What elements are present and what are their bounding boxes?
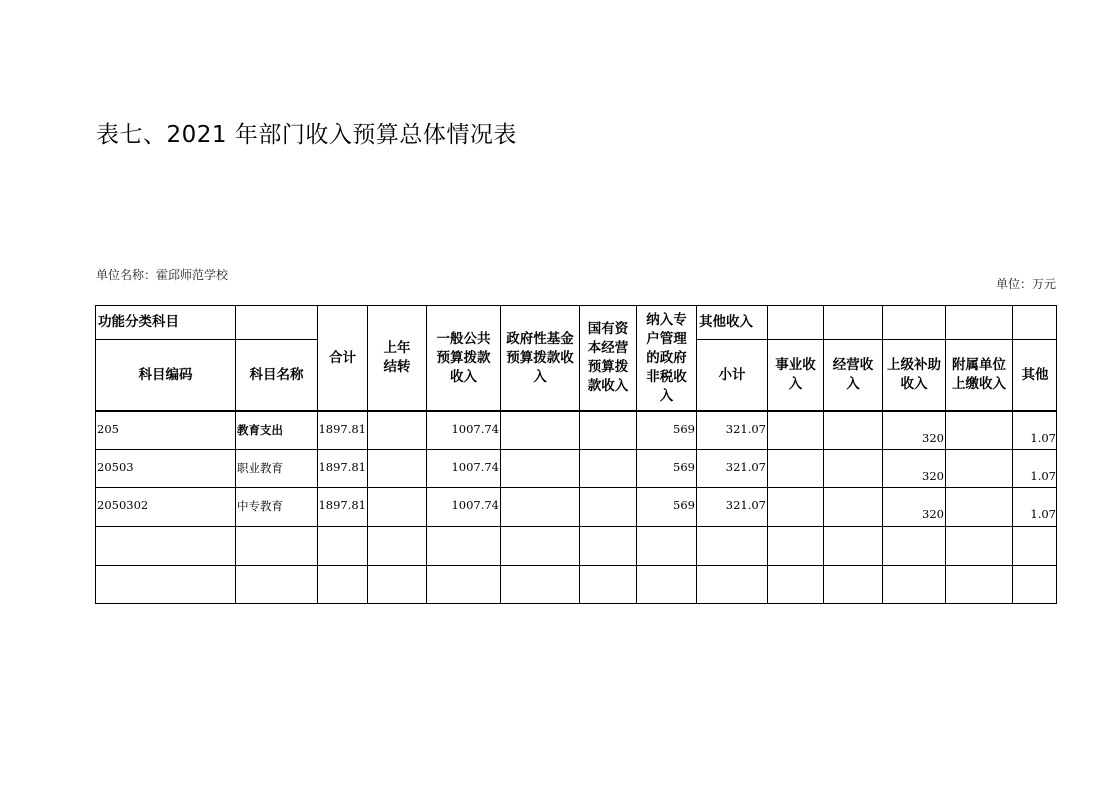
header-empty-cell (823, 305, 882, 339)
cell-operating-income (823, 487, 882, 526)
empty-cell (636, 565, 696, 604)
cell-general-budget: 1007.74 (426, 410, 500, 449)
empty-cell (95, 526, 235, 565)
cell-operating-income (823, 410, 882, 449)
cell-other: 1.07 (1012, 449, 1057, 487)
empty-cell (1012, 526, 1057, 565)
empty-cell (500, 565, 579, 604)
empty-cell (1012, 565, 1057, 604)
cell-subtotal: 321.07 (696, 449, 767, 487)
cell-operating-income (823, 449, 882, 487)
cell-other: 1.07 (1012, 487, 1057, 526)
empty-cell (696, 526, 767, 565)
empty-cell (317, 565, 367, 604)
empty-cell (696, 565, 767, 604)
cell-business-income (767, 449, 823, 487)
empty-cell (426, 565, 500, 604)
empty-cell (235, 565, 317, 604)
empty-cell (636, 526, 696, 565)
header-total: 合计 (317, 305, 367, 410)
income-budget-table (95, 305, 1057, 604)
empty-cell (882, 526, 945, 565)
empty-cell (767, 526, 823, 565)
empty-cell (367, 565, 426, 604)
cell-subtotal: 321.07 (696, 410, 767, 449)
empty-cell (317, 526, 367, 565)
cell-carryover (367, 487, 426, 526)
cell-general-budget: 1007.74 (426, 449, 500, 487)
empty-cell (945, 565, 1012, 604)
header-gov-fund: 政府性基金预算拨款收入 (500, 305, 579, 410)
header-empty-cell (235, 305, 317, 339)
empty-cell (882, 565, 945, 604)
cell-total: 1897.81 (317, 410, 367, 449)
cell-name: 中专教育 (235, 487, 317, 526)
header-affiliate-payment: 附属单位上缴收入 (945, 339, 1012, 410)
header-empty-cell (945, 305, 1012, 339)
empty-cell (235, 526, 317, 565)
empty-cell (500, 526, 579, 565)
cell-superior-subsidy: 320 (882, 487, 945, 526)
cell-code: 20503 (95, 449, 235, 487)
cell-business-income (767, 410, 823, 449)
empty-cell (823, 526, 882, 565)
cell-state-capital (579, 410, 636, 449)
header-subtotal: 小计 (696, 339, 767, 410)
cell-name: 职业教育 (235, 449, 317, 487)
header-superior-subsidy: 上级补助收入 (882, 339, 945, 410)
header-carryover: 上年结转 (367, 305, 426, 410)
empty-cell (367, 526, 426, 565)
cell-other: 1.07 (1012, 410, 1057, 449)
cell-general-budget: 1007.74 (426, 487, 500, 526)
cell-total: 1897.81 (317, 449, 367, 487)
cell-superior-subsidy: 320 (882, 449, 945, 487)
empty-cell (426, 526, 500, 565)
header-other-income: 其他收入 (696, 305, 767, 339)
cell-special-account: 569 (636, 410, 696, 449)
cell-name: 教育支出 (235, 410, 317, 449)
cell-code: 205 (95, 410, 235, 449)
header-subject-code: 科目编码 (95, 339, 235, 410)
cell-total: 1897.81 (317, 487, 367, 526)
cell-business-income (767, 487, 823, 526)
cell-gov-fund (500, 410, 579, 449)
cell-gov-fund (500, 449, 579, 487)
header-functional-category: 功能分类科目 (95, 305, 235, 339)
cell-gov-fund (500, 487, 579, 526)
header-empty-cell (767, 305, 823, 339)
cell-special-account: 569 (636, 487, 696, 526)
empty-cell (945, 526, 1012, 565)
header-empty-cell (882, 305, 945, 339)
cell-affiliate-payment (945, 410, 1012, 449)
cell-state-capital (579, 487, 636, 526)
cell-superior-subsidy: 320 (882, 410, 945, 449)
cell-carryover (367, 449, 426, 487)
header-business-income: 事业收入 (767, 339, 823, 410)
cell-code: 2050302 (95, 487, 235, 526)
header-operating-income: 经营收入 (823, 339, 882, 410)
cell-state-capital (579, 449, 636, 487)
empty-cell (579, 526, 636, 565)
empty-cell (95, 565, 235, 604)
currency-unit-label: 单位：万元 (995, 277, 1056, 291)
page-title: 表七、2021 年部门收入预算总体情况表 (96, 122, 517, 148)
cell-subtotal: 321.07 (696, 487, 767, 526)
header-state-capital: 国有资本经营预算拨款收入 (579, 305, 636, 410)
cell-special-account: 569 (636, 449, 696, 487)
empty-cell (823, 565, 882, 604)
header-subject-name: 科目名称 (235, 339, 317, 410)
header-special-account: 纳入专户管理的政府非税收入 (636, 305, 696, 410)
unit-name-label: 单位名称：霍邱师范学校 (96, 268, 229, 282)
cell-affiliate-payment (945, 487, 1012, 526)
header-general-budget: 一般公共预算拨款收入 (426, 305, 500, 410)
header-other: 其他 (1012, 339, 1057, 410)
empty-cell (579, 565, 636, 604)
header-empty-cell (1012, 305, 1057, 339)
cell-affiliate-payment (945, 449, 1012, 487)
empty-cell (767, 565, 823, 604)
cell-carryover (367, 410, 426, 449)
